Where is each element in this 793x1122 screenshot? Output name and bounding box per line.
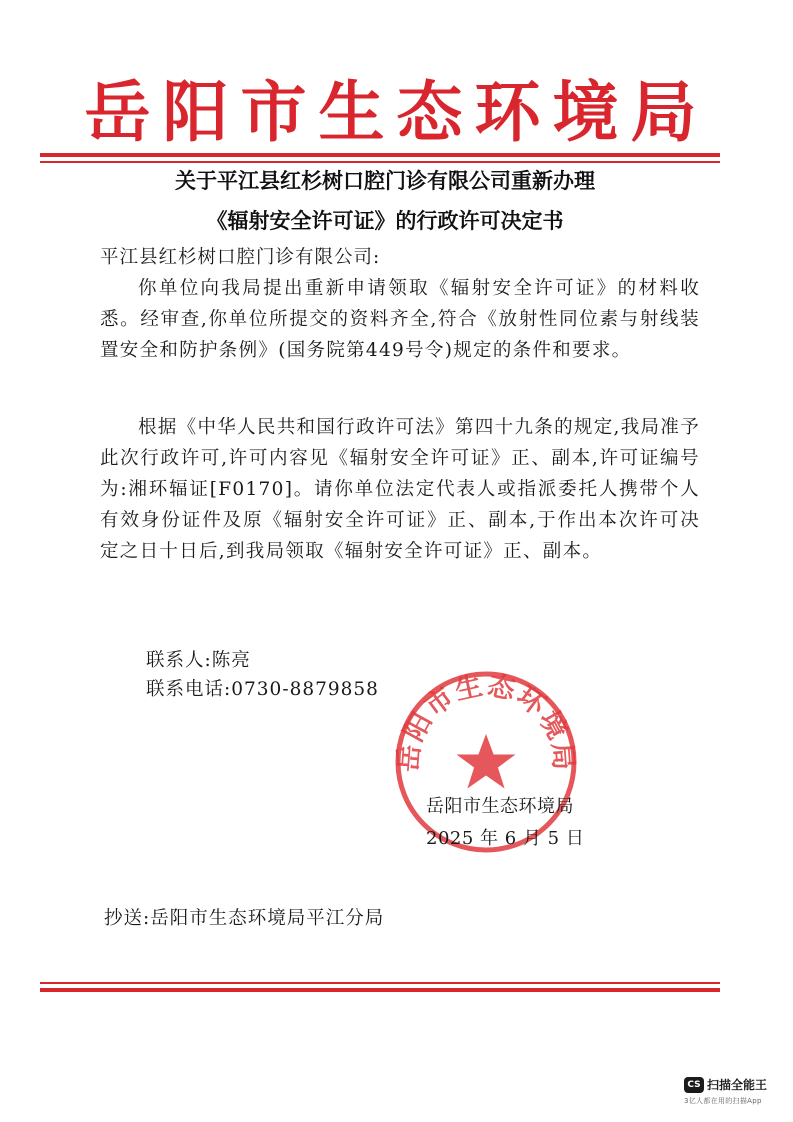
document-title-line-1: 关于平江县红杉树口腔门诊有限公司重新办理 bbox=[175, 168, 595, 193]
scanner-watermark bbox=[684, 1074, 767, 1106]
footer-rule-bottom bbox=[40, 988, 720, 992]
contact-phone: 联系电话:0730-8879858 bbox=[146, 679, 379, 700]
signature-org: 岳阳市生态环境局 bbox=[426, 796, 574, 817]
signature-date: 2025 年 6 月 5 日 bbox=[426, 828, 585, 849]
cc-line: 抄送:岳阳市生态环境局平江分局 bbox=[104, 908, 385, 929]
paragraph-1: 你单位向我局提出重新申请领取《辐射安全许可证》的材料收悉。经审查,你单位所提交的资料齐全,符合《放射性同位素与射线装置安全和防护条例》(国务院第449号令)规定的条件和要求。 bbox=[100, 278, 700, 361]
footer-rule-top bbox=[40, 982, 720, 984]
contact-person: 联系人:陈亮 bbox=[146, 650, 251, 671]
star-icon bbox=[457, 734, 516, 789]
letterhead-rule-top bbox=[40, 153, 720, 157]
scanner-app-name: 扫描全能王 bbox=[707, 1078, 768, 1092]
letterhead-title: 岳阳市生态环境局 bbox=[84, 73, 709, 151]
letterhead-rule-bottom bbox=[40, 161, 720, 163]
paragraph-2: 根据《中华人民共和国行政许可法》第四十九条的规定,我局准予此次行政许可,许可内容见《辐射安全许可证》正、副本,许可证编号为:湘环辐证[F0170]。请你单位法定代表人或指派委托人携带个人有效身份证件及原《辐射安全许可证》正、副本,于作出本次许可决定之日十日后,到我局领取《辐射安全许可证》正、副本。 bbox=[100, 417, 700, 562]
seal-text: 岳阳市生态环境局 bbox=[393, 670, 579, 773]
document-title-line-2: 《辐射安全许可证》的行政许可决定书 bbox=[206, 208, 564, 233]
recipient: 平江县红杉树口腔门诊有限公司: bbox=[100, 247, 381, 268]
scanner-logo-icon: CS bbox=[684, 1077, 704, 1093]
scanner-tagline: 3亿人都在用的扫描App bbox=[684, 1097, 762, 1105]
